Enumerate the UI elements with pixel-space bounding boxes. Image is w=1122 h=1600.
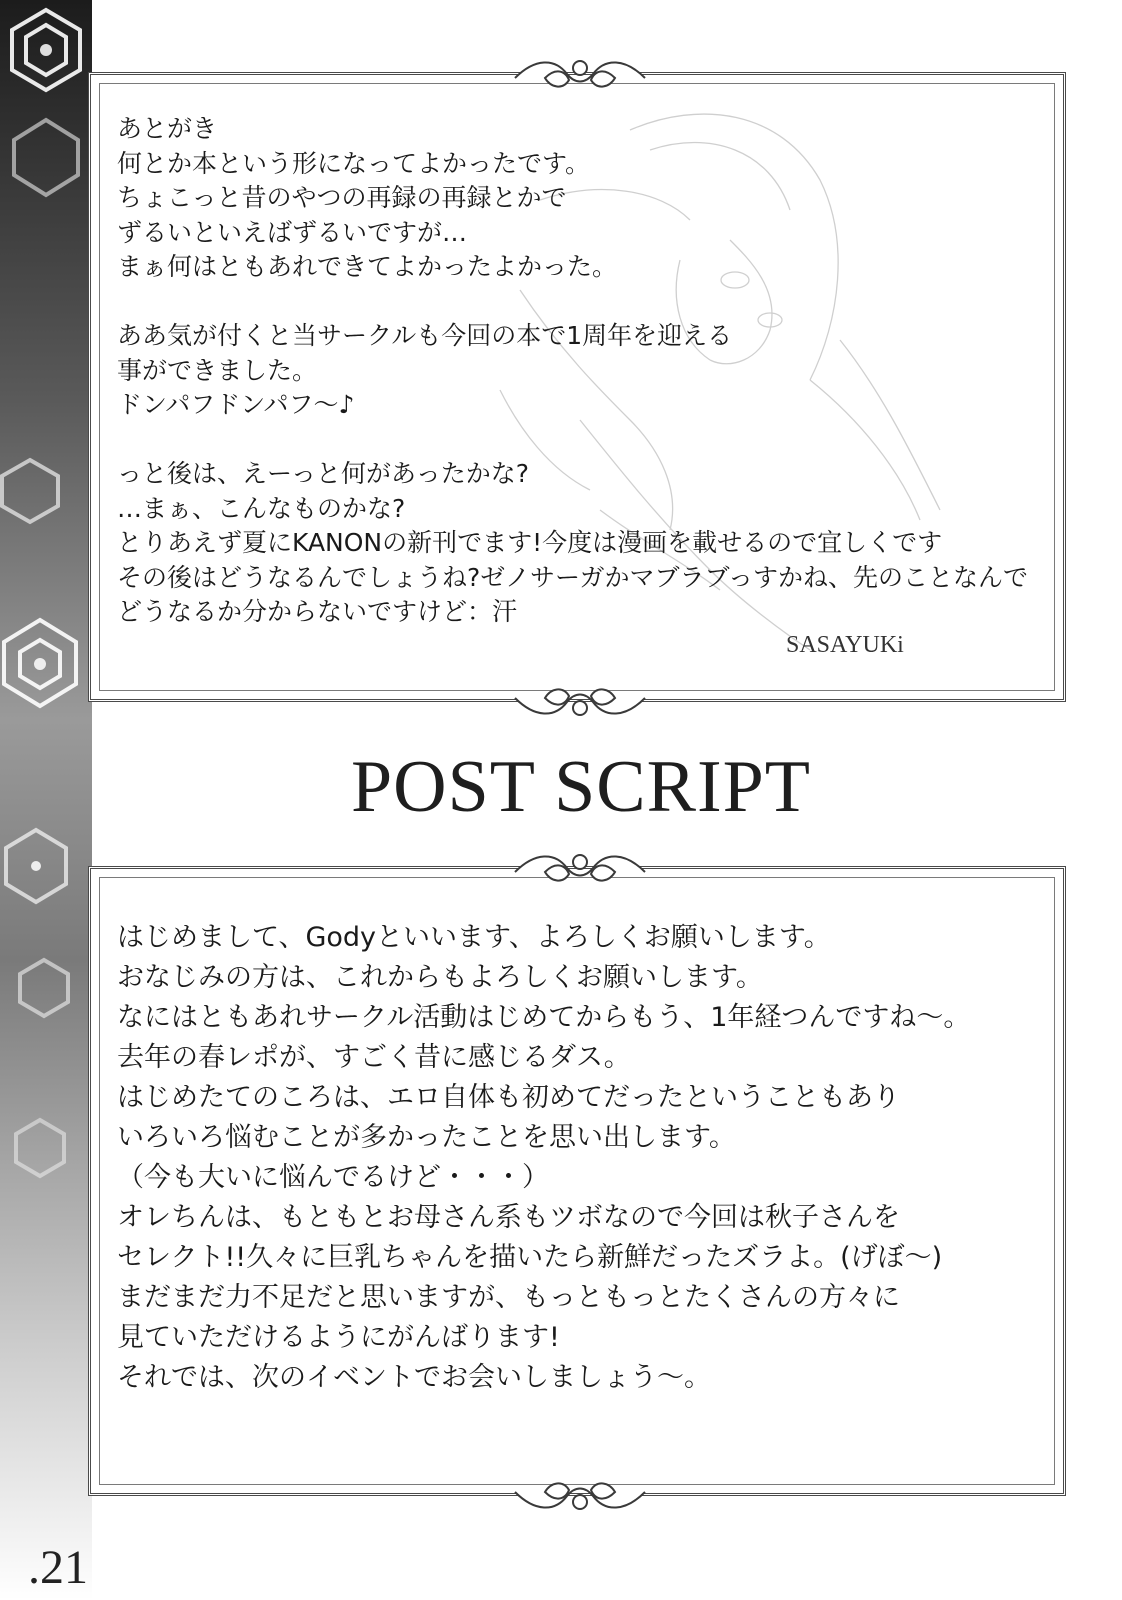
text-line: 去年の春レポが、すごく昔に感じるダス。 — [117, 1042, 631, 1073]
text-line: ああ気が付くと当サークルも今回の本で1周年を迎える — [117, 321, 733, 350]
text-line: 見ていただけるようにがんばります! — [117, 1322, 560, 1353]
text-line: なにはともあれサークル活動はじめてからもう、1年経つんですね～。 — [117, 1002, 971, 1033]
text-line: 事ができました。 — [117, 355, 318, 385]
author-signature: SASAYUKi — [786, 632, 904, 658]
text-line: おなじみの方は、これからもよろしくお願いします。 — [117, 962, 763, 993]
afterword-text-gody — [117, 918, 970, 1398]
scroll-ornament-top — [505, 48, 655, 98]
text-line: ドンパフドンパフ～♪ — [117, 390, 355, 419]
page-title: POST SCRIPT — [351, 746, 811, 828]
page-number: .21 — [28, 1541, 88, 1594]
text-line: まぁ何はともあれできてよかったよかった。 — [117, 252, 618, 281]
scroll-ornament-top — [505, 842, 655, 892]
text-line: ずるいといえばずるいですが… — [117, 217, 468, 247]
text-line: それでは、次のイベントでお会いしましょう～。 — [117, 1362, 711, 1393]
text-line: …まぁ、こんなものかな? — [117, 493, 406, 523]
scroll-ornament-bottom — [505, 1472, 655, 1522]
text-line: オレちんは、もともとお母さん系もツボなので今回は秋子さんを — [117, 1202, 900, 1233]
text-line: はじめたてのころは、エロ自体も初めてだったということもあり — [117, 1082, 900, 1113]
text-line: とりあえず夏にKANONの新刊でます!今度は漫画を載せるので宜しくです — [117, 528, 943, 557]
text-line: その後はどうなるんでしょうね?ゼノサーガかマブラブっすかね、先のことなんで — [117, 562, 1029, 592]
afterword-text-sasayuki — [117, 112, 1028, 630]
paragraph-gap — [117, 285, 1028, 320]
text-line: まだまだ力不足だと思いますが、もっともっとたくさんの方々に — [117, 1282, 900, 1313]
text-line: 何とか本という形になってよかったです。 — [117, 148, 591, 178]
text-line: いろいろ悩むことが多かったことを思い出します。 — [117, 1122, 736, 1153]
text-line: っと後は、えーっと何があったかな? — [117, 459, 530, 488]
scroll-ornament-bottom — [505, 678, 655, 728]
text-line: （今も大いに悩んでるけど・・・） — [117, 1162, 549, 1193]
text-line: セレクト!!久々に巨乳ちゃんを描いたら新鮮だったズラよ。(げぼ～) — [117, 1242, 943, 1273]
text-line: ちょこっと昔のやつの再録の再録とかで — [117, 183, 567, 212]
text-line: どうなるか分からないですけど：汗 — [117, 597, 518, 626]
text-line: あとがき — [117, 114, 218, 143]
paragraph-gap — [117, 423, 1028, 458]
text-line: はじめまして、Godyといいます、よろしくお願いします。 — [117, 922, 831, 953]
